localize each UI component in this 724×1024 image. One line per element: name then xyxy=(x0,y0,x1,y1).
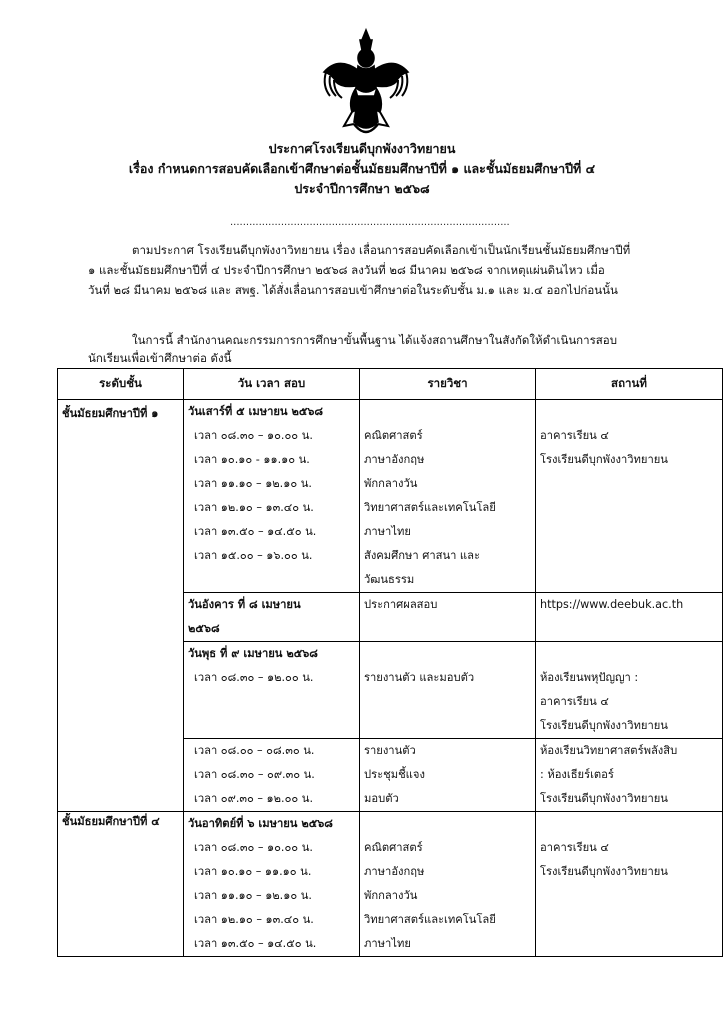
location-cell xyxy=(536,739,723,812)
location: ห้องเรียนวิทยาศาสตร์พลังสิบ xyxy=(540,744,678,757)
time-slot: เวลา ๑๑.๑๐ – ๑๒.๑๐ น. xyxy=(194,477,312,490)
subject: รายงานตัว xyxy=(364,744,416,757)
time-slot: เวลา ๑๒.๑๐ – ๑๓.๔๐ น. xyxy=(194,913,314,926)
subject: พักกลางวัน xyxy=(364,477,418,490)
time-slot: เวลา ๑๓.๕๐ – ๑๔.๕๐ น. xyxy=(194,525,317,538)
results-announcement: ประกาศผลสอบ xyxy=(364,598,438,611)
subject: ประชุมชี้แจง xyxy=(364,768,425,781)
time-slot: เวลา ๐๙.๓๐ – ๑๒.๐๐ น. xyxy=(194,792,314,805)
level-m4: ชั้นมัธยมศึกษาปีที่ ๔ xyxy=(62,815,160,828)
location: โรงเรียนดีบุกพังงาวิทยายน xyxy=(540,719,668,732)
table-row xyxy=(58,812,723,957)
subject-cell xyxy=(360,593,536,642)
paragraph-1-line-1: ตามประกาศ โรงเรียนดีบุกพังงาวิทยายน เรื่อง เลื่อนการสอบคัดเลือกเข้าเป็นนักเรียนชั้นมัธยมศึกษาปีที่ xyxy=(132,243,631,257)
exam-date: วันเสาร์ที่ ๕ เมษายน ๒๕๖๘ xyxy=(188,405,324,418)
time-slot: เวลา ๑๒.๑๐ – ๑๓.๔๐ น. xyxy=(194,501,314,514)
time-slot: เวลา ๐๘.๐๐ – ๐๘.๓๐ น. xyxy=(194,744,315,757)
subject: วิทยาศาสตร์และเทคโนโลยี xyxy=(364,913,496,926)
time-slot: เวลา ๑๑.๑๐ – ๑๒.๑๐ น. xyxy=(194,889,312,902)
level-cell-m1 xyxy=(58,400,184,812)
location: อาคารเรียน ๔ xyxy=(540,429,609,442)
time-slot: เวลา ๑๐.๑๐ - ๑๑.๑๐ น. xyxy=(194,453,310,466)
subject: รายงานตัว และมอบตัว xyxy=(364,671,475,684)
report-date: วันพุธ ที่ ๙ เมษายน ๒๕๖๘ xyxy=(188,647,318,660)
results-year: ๒๕๖๘ xyxy=(188,622,220,635)
header-level: ระดับชั้น xyxy=(58,369,184,400)
location: โรงเรียนดีบุกพังงาวิทยายน xyxy=(540,865,668,878)
subject: มอบตัว xyxy=(364,792,399,805)
datetime-cell xyxy=(184,593,360,642)
table-header-row xyxy=(58,369,723,400)
time-slot: เวลา ๐๘.๓๐ – ๑๐.๐๐ น. xyxy=(194,429,313,442)
paragraph-1-line-2: ๑ และชั้นมัธยมศึกษาปีที่ ๔ ประจำปีการศึกษา ๒๕๖๘ ลงวันที่ ๒๘ มีนาคม ๒๕๖๘ จากเหตุแผ่นดินไหว เมื่อ xyxy=(88,263,605,277)
level-m1: ชั้นมัธยมศึกษาปีที่ ๑ xyxy=(62,407,159,420)
paragraph-1-line-3: วันที่ ๒๘ มีนาคม ๒๕๖๘ และ สพฐ. ได้สั่งเลื่อนการสอบเข้าศึกษาต่อในระดับชั้น ม.๑ และ ม.๔ ออกไปก่อนนั้น xyxy=(88,283,618,297)
location: โรงเรียนดีบุกพังงาวิทยายน xyxy=(540,453,668,466)
paragraph-1 xyxy=(88,240,668,300)
subject-cell xyxy=(360,400,536,593)
time-slot: เวลา ๐๘.๓๐ – ๐๙.๓๐ น. xyxy=(194,768,315,781)
academic-year: ประจำปีการศึกษา ๒๕๖๘ xyxy=(294,181,430,196)
subject: คณิตศาสตร์ xyxy=(364,841,423,854)
subject: วิทยาศาสตร์และเทคโนโลยี xyxy=(364,501,496,514)
subject-cell xyxy=(360,812,536,957)
dotted-divider: ........................................................................................ xyxy=(230,217,510,228)
datetime-cell xyxy=(184,400,360,593)
results-date: วันอังคาร ที่ ๘ เมษายน xyxy=(188,598,301,611)
time-slot: เวลา ๐๘.๓๐ – ๑๐.๐๐ น. xyxy=(194,841,313,854)
paragraph-2-line-1: ในการนี้ สำนักงานคณะกรรมการการศึกษาขั้นพื้นฐาน ได้แจ้งสถานศึกษาในสังกัดให้ดำเนินการสอบ xyxy=(132,333,617,347)
location: อาคารเรียน ๔ xyxy=(540,695,609,708)
location: : ห้องเธียร์เตอร์ xyxy=(540,768,614,781)
header-subject: รายวิชา xyxy=(360,369,536,400)
time-slot: เวลา ๑๐.๑๐ – ๑๑.๑๐ น. xyxy=(194,865,312,878)
location: อาคารเรียน ๔ xyxy=(540,841,609,854)
subject-cell xyxy=(360,642,536,739)
header-location: สถานที่ xyxy=(536,369,723,400)
header-datetime: วัน เวลา สอบ xyxy=(184,369,360,400)
subject: พักกลางวัน xyxy=(364,889,418,902)
announcement-title: ประกาศโรงเรียนดีบุกพังงาวิทยายน xyxy=(268,141,456,156)
location-cell xyxy=(536,400,723,593)
level-cell-m4 xyxy=(58,812,184,957)
subject: ภาษาไทย xyxy=(364,525,411,538)
datetime-cell xyxy=(184,812,360,957)
datetime-cell xyxy=(184,642,360,739)
subject-cell xyxy=(360,739,536,812)
location-cell xyxy=(536,642,723,739)
location: โรงเรียนดีบุกพังงาวิทยายน xyxy=(540,792,668,805)
location: ห้องเรียนพหุปัญญา : xyxy=(540,671,639,684)
table-row xyxy=(58,400,723,593)
time-slot: เวลา ๑๕.๐๐ – ๑๖.๐๐ น. xyxy=(194,549,313,562)
subject: คณิตศาสตร์ xyxy=(364,429,423,442)
subject: ภาษาอังกฤษ xyxy=(364,453,425,466)
subject: ภาษาอังกฤษ xyxy=(364,865,425,878)
datetime-cell xyxy=(184,739,360,812)
location-cell xyxy=(536,812,723,957)
paragraph-2-line-2: นักเรียนเพื่อเข้าศึกษาต่อ ดังนี้ xyxy=(88,351,232,365)
subject: วัฒนธรรม xyxy=(364,573,415,586)
subject: ภาษาไทย xyxy=(364,937,411,950)
time-slot: เวลา ๐๘.๓๐ – ๑๒.๐๐ น. xyxy=(194,671,314,684)
results-website-link[interactable]: https://www.deebuk.ac.th xyxy=(540,598,684,611)
announcement-subject: เรื่อง กำหนดการสอบคัดเลือกเข้าศึกษาต่อชั้นมัธยมศึกษาปีที่ ๑ และชั้นมัธยมศึกษาปีที่ ๔ xyxy=(128,161,596,176)
subject: สังคมศึกษา ศาสนา และ xyxy=(364,549,481,562)
exam-date: วันอาทิตย์ที่ ๖ เมษายน ๒๕๖๘ xyxy=(188,817,333,830)
paragraph-2 xyxy=(88,330,668,366)
garuda-emblem-icon xyxy=(318,26,414,142)
exam-schedule-table xyxy=(57,368,723,957)
location-cell xyxy=(536,593,723,642)
time-slot: เวลา ๑๓.๕๐ – ๑๔.๕๐ น. xyxy=(194,937,317,950)
